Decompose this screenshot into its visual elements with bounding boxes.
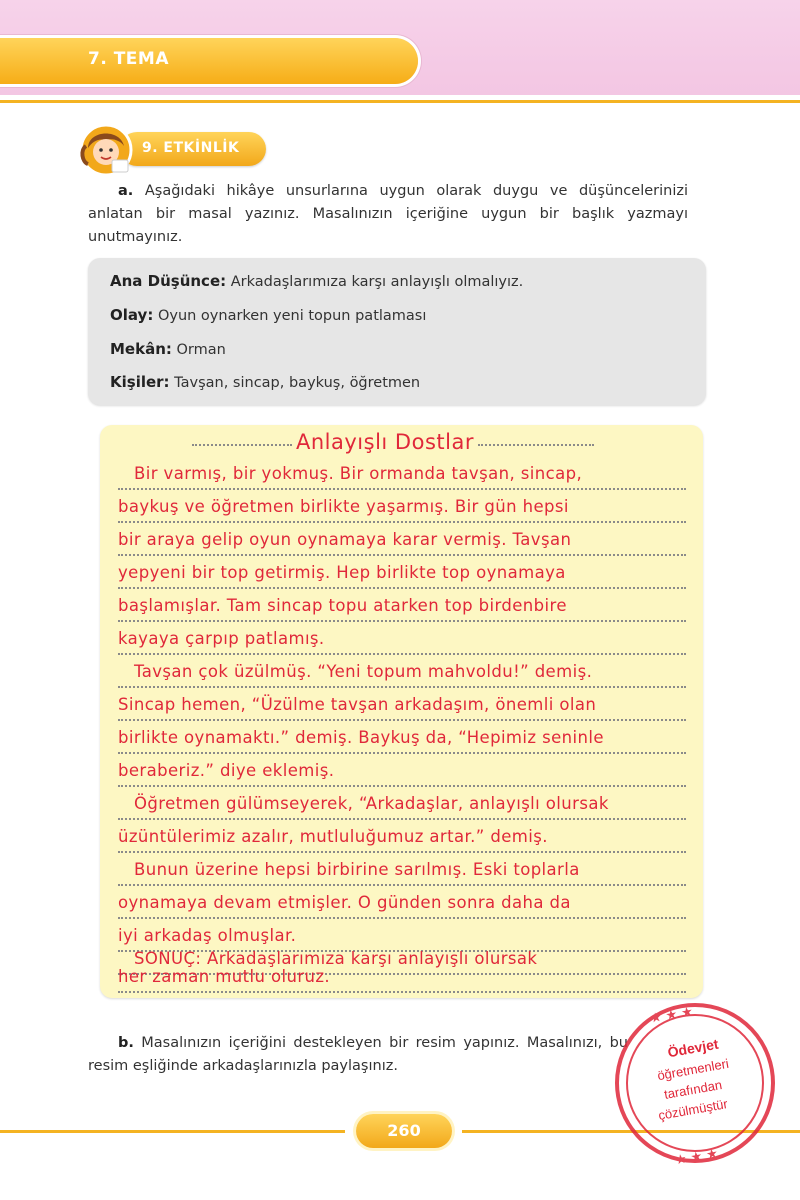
stamp-line-2: öğretmenleri (656, 1055, 730, 1084)
girl-mascot-icon (76, 120, 140, 184)
svg-text:★ ★ ★: ★ ★ ★ (648, 1004, 695, 1027)
story-line: Tavşan çok üzülmüş. “Yeni topum mahvoldu!” demiş. (118, 658, 686, 688)
story-line: iyi arkadaş olmuşlar. (118, 922, 686, 952)
stamp-line-1: Ödevjet (666, 1035, 720, 1061)
story-line: kayaya çarpıp patlamış. (118, 625, 686, 655)
story-line: her zaman mutlu oluruz. (118, 965, 686, 993)
svg-text:★ ★ ★: ★ ★ ★ (673, 1146, 720, 1169)
story-line: Bir varmış, bir yokmuş. Bir ormanda tavşan, sincap, (118, 460, 686, 490)
instruction-b-marker: b. (118, 1035, 134, 1051)
story-element-place: Mekân: Orman (110, 340, 226, 358)
story-title: Anlayışlı Dostlar (296, 430, 474, 454)
stamp-line-4: çözülmüştür (657, 1096, 729, 1123)
story-element-event: Olay: Oyun oynarken yeni topun patlaması (110, 306, 427, 324)
story-line: SONUÇ: Arkadaşlarımıza karşı anlayışlı olursak (118, 945, 686, 975)
story-line: başlamışlar. Tam sincap topu atarken top birdenbire (118, 592, 686, 622)
story-line: bir araya gelip oyun oynamaya karar vermiş. Tavşan (118, 526, 686, 556)
story-line: Sincap hemen, “Üzülme tavşan arkadaşım, önemli olan (118, 691, 686, 721)
theme-label: 7. TEMA (88, 49, 169, 69)
theme-bar (0, 38, 418, 84)
story-line: yepyeni bir top getirmiş. Hep birlikte top oynamaya (118, 559, 686, 589)
instruction-b (88, 1032, 628, 1078)
story-line: üzüntülerimiz azalır, mutluluğumuz artar.” demiş. (118, 823, 686, 853)
story-writing-area (100, 425, 703, 998)
stamp-line-3: tarafından (662, 1077, 724, 1102)
story-line: oynamaya devam etmişler. O günden sonra daha da (118, 889, 686, 919)
story-line: beraberiz.” diye eklemiş. (118, 757, 686, 787)
instruction-a (88, 180, 688, 249)
story-line: birlikte oynamaktı.” demiş. Baykuş da, “Hepimiz seninle (118, 724, 686, 754)
instruction-a-text: Aşağıdaki hikâye unsurlarına uygun olarak duygu ve düşüncelerinizi anlatan bir masal yazınız. Masalınızın içeriğine uygun bir başlık yazmayı unutmayınız. (88, 183, 688, 245)
story-element-characters: Kişiler: Tavşan, sincap, baykuş, öğretmen (110, 373, 421, 391)
story-elements-box (88, 258, 706, 405)
story-line: Öğretmen gülümseyerek, “Arkadaşlar, anlayışlı olursak (118, 790, 686, 820)
activity-label: 9. ETKİNLİK (142, 140, 240, 156)
instruction-b-text: Masalınızın içeriğini destekleyen bir resim yapınız. Masalınızı, bu resim eşliğinde arkadaşlarınızla paylaşınız. (88, 1035, 628, 1074)
story-element-main-idea: Ana Düşünce: Arkadaşlarımıza karşı anlayışlı olmalıyız. (110, 272, 524, 290)
footer-divider-left (0, 1130, 345, 1133)
header-divider (0, 100, 800, 103)
story-line: Bunun üzerine hepsi birbirine sarılmış. Eski toplarla (118, 856, 686, 886)
page-number: 260 (387, 1121, 421, 1140)
instruction-a-marker: a. (118, 183, 134, 199)
story-line: baykuş ve öğretmen birlikte yaşarmış. Bir gün hepsi (118, 493, 686, 523)
